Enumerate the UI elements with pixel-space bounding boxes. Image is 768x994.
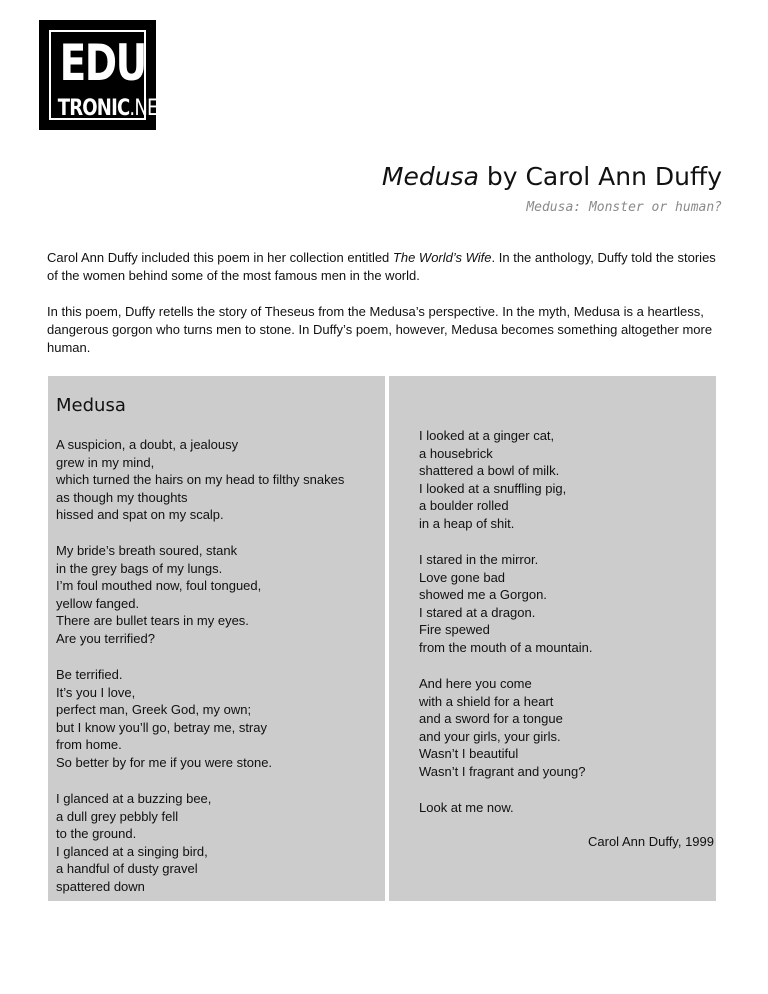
poem-line: I glanced at a singing bird,: [56, 843, 208, 859]
poem-line: and your girls, your girls.: [419, 728, 561, 744]
poem-line: to the ground.: [56, 826, 137, 842]
poem-stanza-3: [56, 666, 386, 772]
poem-line: in the grey bags of my lungs.: [56, 560, 223, 576]
poem-line: showed me a Gorgon.: [419, 587, 547, 603]
intro-p1-before: Carol Ann Duffy included this poem in her collection entitled: [47, 250, 393, 265]
poem-line: a dull grey pebbly fell: [56, 808, 179, 824]
intro-paragraph-1: [47, 249, 727, 285]
poem-title: Medusa: [56, 395, 126, 416]
poem-line: from home.: [56, 737, 122, 753]
poem-line: in a heap of shit.: [419, 515, 515, 531]
poem-line: Are you terrified?: [56, 630, 155, 646]
poem-stanza-6: [419, 551, 709, 657]
intro-p1-after: . In the anthology, Duffy told the stories of the women behind some of the most famous men in the world.: [47, 250, 716, 283]
poem-line: a boulder rolled: [419, 498, 509, 514]
poem-stanza-1: [56, 436, 386, 524]
page-title: [382, 162, 722, 191]
poem-line: There are bullet tears in my eyes.: [56, 613, 249, 629]
poem-line: It’s you I love,: [56, 684, 136, 700]
poem-line: My bride’s breath soured, stank: [56, 543, 238, 558]
poem-line: I looked at a ginger cat,: [419, 428, 555, 443]
intro-paragraph-2: [47, 303, 727, 357]
poem-line: shattered a bowl of milk.: [419, 463, 560, 479]
poem-line: Love gone bad: [419, 569, 506, 585]
logo-frame: [49, 30, 168, 121]
poem-line: A suspicion, a doubt, a jealousy: [56, 437, 239, 452]
poem-line: Be terrified.: [56, 667, 123, 682]
poem-stanza-4: [56, 790, 386, 896]
poem-line: perfect man, Greek God, my own;: [56, 702, 252, 718]
poem-line: And here you come: [419, 676, 532, 691]
poem-line: Look at me now.: [419, 800, 514, 815]
poem-line: with a shield for a heart: [419, 693, 554, 709]
poem-line: grew in my mind,: [56, 454, 155, 470]
poem-line: yellow fanged.: [56, 595, 140, 611]
poem-line: I stared at a dragon.: [419, 604, 536, 620]
poem-line: a housebrick: [419, 445, 493, 461]
poem-panel-left: [48, 376, 385, 901]
logo-tronic-text: [57, 96, 168, 122]
poem-line: and a sword for a tongue: [419, 711, 563, 727]
poem-line: I’m foul mouthed now, foul tongued,: [56, 578, 262, 594]
poem-line: which turned the hairs on my head to filthy snakes: [56, 472, 345, 488]
logo-net: NET: [134, 96, 168, 121]
page-subtitle: Medusa: Monster or human?: [526, 200, 722, 215]
logo-tronic-bold: TRONIC: [57, 96, 130, 121]
poem-line: as though my thoughts: [56, 489, 188, 505]
poem-signature: Carol Ann Duffy, 1999: [588, 834, 714, 849]
page-title-italic: Medusa: [381, 162, 479, 191]
poem-line: hissed and spat on my scalp.: [56, 507, 224, 523]
intro-p2-text: In this poem, Duffy retells the story of Theseus from the Medusa’s perspective. In the myth, Medusa is a heartless, dangerous gorgon who turns men to stone. In Duffy’s poem, however, Medusa becomes something altogether more human.: [47, 304, 713, 355]
poem-line: I glanced at a buzzing bee,: [56, 791, 212, 806]
poem-line: Wasn’t I fragrant and young?: [419, 763, 586, 779]
page-title-rest: by Carol Ann Duffy: [478, 162, 722, 191]
edutronic-logo: [39, 20, 168, 130]
poem-stanza-2: [56, 542, 386, 648]
intro-p1-book-title: The World’s Wife: [392, 250, 492, 265]
poem-stanza-8: [419, 799, 709, 817]
poem-line: So better by for me if you were stone.: [56, 754, 273, 770]
poem-line: Wasn’t I beautiful: [419, 746, 519, 762]
poem-line: Fire spewed: [419, 622, 490, 638]
poem-line: spattered down: [56, 878, 145, 894]
poem-stanza-7: [419, 675, 709, 781]
logo-dot: .: [129, 96, 135, 121]
poem-panel-right: [389, 376, 716, 901]
poem-line: a handful of dusty gravel: [56, 861, 198, 877]
poem-line: from the mouth of a mountain.: [419, 639, 593, 655]
poem-line: but I know you’ll go, betray me, stray: [56, 719, 267, 735]
logo-edu-text: EDU: [59, 34, 146, 92]
poem-stanza-5: [419, 427, 709, 533]
poem-line: I stared in the mirror.: [419, 552, 539, 567]
poem-line: I looked at a snuffling pig,: [419, 480, 567, 496]
